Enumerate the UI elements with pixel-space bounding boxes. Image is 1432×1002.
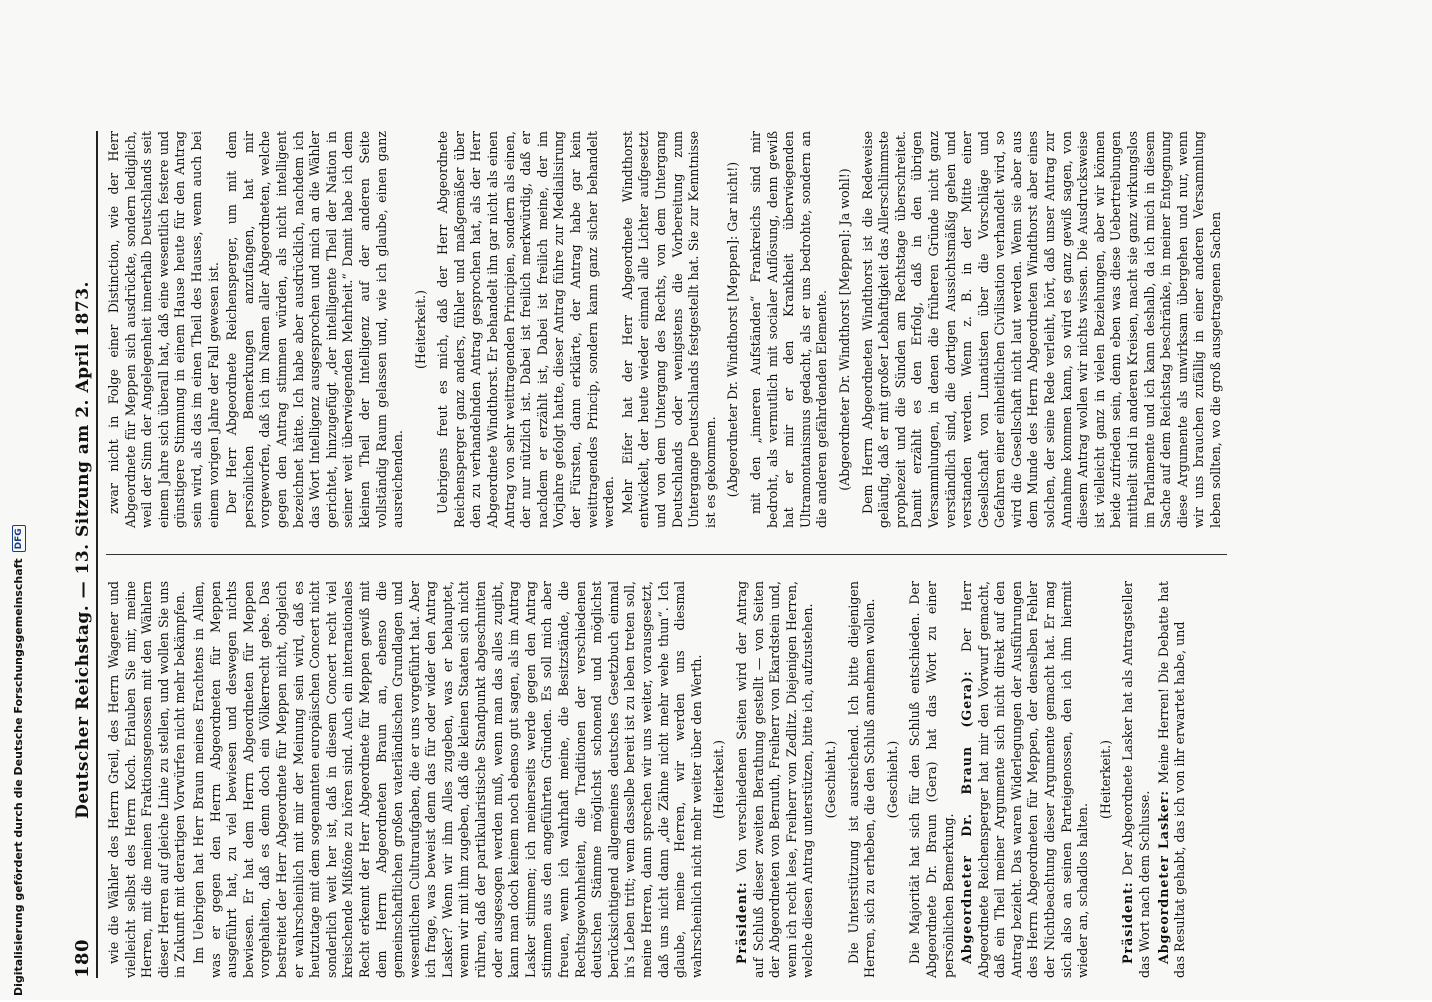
- speech-text: Der Abgeordnete Lasker hat als Antragsteller das Wort nach dem Schlusse.: [1120, 581, 1153, 978]
- running-head: [72, 131, 98, 978]
- dfg-logo: DFG: [12, 525, 26, 552]
- digitization-footer: [8, 528, 30, 996]
- stage-direction: (Heiterkeit.): [1097, 740, 1113, 819]
- speech-paragraph: [959, 581, 1092, 978]
- body-paragraph: Die Majorität hat sich für den Schluß entschieden. Der Abgeordnete Dr. Braun (Gera) hat das Wort zu einer persönlichen Bemerkung.: [907, 581, 956, 978]
- left-column: [106, 581, 1227, 978]
- body-paragraph: zwar nicht in Folge einer Distinction, wie der Herr Abgeordnete für Meppen sich ausdrückte, sondern lediglich, weil der Sinn der Angelegenheit innerhalb Deutschlands seit einem Jahre sich überall hat, daß eine wesentlich festere und günstigere Stimmung in einem Hause heute für den Antrag sein wird, als das im einen Theil des Hauses, wenn auch bei einem vorigen Jahre der Fall gewesen ist.: [106, 131, 221, 528]
- body-paragraph: Uebrigens freut es mich, daß der Herr Abgeordnete Reichensperger ganz anders, fühler und maßgemäßer über den zu verhandelnden Antrag gesprochen hat, als der Herr Abgeordnete Windthorst. Er behandelt ihn gar nicht als einen Antrag von sehr weittragenden Principien, sondern als einen, der nur nützlich ist. Dabei ist freilich merkwürdig, daß er nachdem er erzählt ist, Dabei ist freilich meine, der im Vorjahre gefolgt hatte, dieser Antrag führe zur Medialisirung der Fürsten, dann erklärte, der Antrag habe gar kein weittragendes Princip, sondern kann ganz sicher behandelt werden.: [435, 131, 617, 528]
- speech-paragraph: [1120, 581, 1153, 978]
- body-paragraph: wie die Wähler des Herrn Greil, des Herrn Wagener und vielleicht selbst des Herrn Koch. Erlauben Sie mir, meine Herren, mit die meinen Fraktionsgenossen mit den Wählern dieser Herren auf gleiche Linie zu stellen, und wollen Sie uns in Zukunft mit derartigen Vorwürfen nicht mehr bekämpfen.: [106, 581, 188, 978]
- footer-text: Digitalisierung gefördert durch die Deutsche Forschungsgemeinschaft: [12, 558, 25, 996]
- speech-text: Der Herr Abgeordnete Reichensperger hat mir den Vorwurf gemacht, daß ein Theil meiner Argumente sich nicht direkt auf den Antrag bezieht. Das waren Widerlegungen der Ausführungen des Herrn Abgeordneten für Meppen, der denselben Fehler der Nichtbeachtung dieser Argumente gemacht hat. Er mag sich also an seinen Parteigenossen, den ich ihm hiermit wieder an, schadlos halten.: [959, 581, 1091, 978]
- speech-paragraph: [1156, 581, 1189, 978]
- running-title: Deutscher Reichstag. — 13. Sitzung am 2. April 1873.: [73, 281, 93, 819]
- body-paragraph: Dem Herrn Abgeordneten Windthorst ist die Redeweise geläufig, daß er mit großer Lebhaftigkeit das Allerschlimmste prophezeit und die Sünden am Rechtstage überschreitet. Damit erzählt es den Erfolg, daß in den übrigen Versammlungen, in denen die früheren Gründe nicht ganz verständlich sind, die dortigen Aussichtsmäßig gehen und verstanden werden. Wenn z. B. in der Mitte einer Gesellschaft von Lunatisten über die Vorschläge und Gefahren einer einheitlichen Civilisation verhandelt wird, so wird die Gesellschaft nicht laut werden. Wenn sie aber aus dem Munde des Herrn Abgeordneten Windthorst aber eines solchen, der seine Rede verleiht, hört, daß unser Antrag zur Annahme kommen kann, so wird es ganz gewiß sagen, von diesem Antrag wollen wir nichts wissen. Die Ausdrucksweise ist vielleicht ganz in vielen Beziehungen, aber wir können beide zufrieden sein, denn eben was diese Uebertreibungen mittheilt sind in anderen Kreisen, macht sie ganz wirkungslos im Parlamente und ich kann deshalb, da ich mich in diesem Sache auf dem Reichstag beschränke, in meiner Entgegnung diese Argumente als unwirksam übergehen und nur, wenn wir uns brauchen zufällig in einer anderen Versammlung leben sollten, wo die groß ausgetragenen Sachen: [859, 131, 1223, 528]
- rotated-page-content: [58, 107, 1368, 1002]
- speaker-name: Abgeordneter Dr. Braun (Gera):: [959, 652, 975, 964]
- body-paragraph: Im Uebrigen hat Herr Braun meines Erachtens in Allem, was er gegen den Herrn Abgeordneten für Meppen ausgeführt hat, zu viel bewiesen und deswegen nichts bewiesen. Er hat dem Herrn Abgeordneten für Meppen vorgehalten, daß es denn doch ein Völkerrecht gebe. Das bestreitet der Herr Abgeordnete für Meppen nicht, obgleich er wahrscheinlich mit mir der Meinung sein wird, daß es heutzutage mit dem sogenannten europäischen Concert nicht sonderlich weit her ist, daß in diesem Concert recht viel kreischende Mißtöne zu hören sind. Auch ein internationales Recht erkennt der Herr Abgeordnete für Meppen gewiß mit dem Herrn Abgeordneten Braun an, ebenso die gemeinschaftlichen großen vaterländischen Grundlagen und wesentlichen Culturaufgaben, die er uns vorgeführt hat. Aber ich frage, was beweist denn das für oder wider den Antrag Lasker? Wenn wir ihm Alles zugeben, was er behauptet, wenn wir mit ihm zugeben, daß die kleinen Staaten sich nicht rühren, daß der partikularistische Standpunkt abgeschnitten oder ausgesogen werden muß, wenn man das alles zugibt, kann man doch keinem noch ebenso gut sagen, als im Antrag Lasker stimmen; ich meinerseits werde gegen den Antrag stimmen aus den angeführten Gründen. Es soll mich aber freuen, wenn ich wahrhaft meine, die Besitzstände, die Rechtsgewohnheiten, die Traditionen der verschiedenen deutschen Stämme möglichst schonend und möglichst berücksichtigend allgemeines deutsches Gesetzbuch einmal in's Leben tritt; wenn dasselbe bereit ist zu leben treten soll, meine Herren, dann sprechen wir uns weiter, vorausgesetzt, daß uns nicht dann „die Zähne nicht mehr wehe thun“. Ich glaube, meine Herren, wir werden uns diesmal wahrscheinlich nicht mehr weiter über den Werth.: [190, 581, 704, 978]
- speech-paragraph: [734, 581, 817, 978]
- column-rule: [106, 554, 1227, 555]
- stage-direction: (Abgeordneter Dr. Windthorst [Meppen]: Ja wohl!): [836, 168, 852, 491]
- page-number: 180: [72, 938, 93, 978]
- right-column: [106, 131, 1227, 528]
- speaker-name: Abgeordneter Lasker:: [1155, 783, 1171, 964]
- speech-text: Von verschiedenen Seiten wird der Antrag auf Schluß dieser zweiten Berathung gestellt — von Seiten der Abgeordneten von Bernuth, Freiherr von Ekardstein und, wenn ich recht lese, Freiherr von Zedlitz. Diejenigen Herren, welche diesen Antrag unterstützen, bitte ich, aufzustehen.: [733, 580, 816, 978]
- body-paragraph: mit den „inneren Aufständen“ Frankreichs sind mir bedroht, als vermutlich mit socialer Auflösung, denn gewiß hat er mir er den Krankheit überwiegenden Ultramontanismus gedacht, als er uns bedrohte, sondern an die anderen gefährdenden Elemente.: [747, 131, 830, 528]
- speaker-name: Präsident:: [733, 872, 749, 964]
- stage-direction: (Geschieht.): [884, 740, 900, 819]
- speaker-name: Präsident:: [1120, 875, 1136, 964]
- speech-text: Meine Herren! Die Debatte hat das Resultat gehabt, das ich von ihr erwartet habe, und: [1155, 581, 1188, 978]
- body-paragraph: Die Unterstützung ist ausreichend. Ich bitte diejenigen Herren, sich zu erheben, die den Schluß annehmen wollen.: [845, 581, 878, 978]
- text-columns: [106, 131, 1227, 978]
- stage-direction: (Heiterkeit.): [711, 740, 727, 819]
- stage-direction: (Abgeordneter Dr. Windthorst [Meppen]: Gar nicht!): [725, 161, 741, 498]
- body-paragraph: Der Herr Abgeordnete Reichensperger, um mit dem persönlichen Bemerkungen anzufangen, hat mir vorgeworfen, daß ich im Namen aller Abgeordneten, welche gegen den Antrag stimmen würden, als nicht intelligent bezeichnet hätte. Ich habe aber ausdrücklich, nachdem ich das Wort Intelligenz ausgesprochen und mich an die Wähler gerichtet, hinzugefügt „der intelligente Theil der Nation in seiner weit überwiegenden Mehrheit.“ Damit habe ich dem kleinen Theil der Intelligenz auf der anderen Seite vollständig Raum gelassen und, wie ich glaube, einen ganz ausreichenden.: [224, 131, 406, 528]
- stage-direction: (Geschieht.): [822, 740, 838, 819]
- stage-direction: (Heiterkeit.): [412, 290, 428, 369]
- body-paragraph: Mehr Eifer hat der Herr Abgeordnete Windthorst entwickelt, der heute wieder einmal alle Lichter aufgesetzt und von dem Untergang des Rechts, von dem Untergang Deutschlands oder wenigstens die Vorbereitung zum Untergange Deutschlands festgestellt hat. Sie zur Kenntnisse ist es gekommen.: [619, 131, 718, 528]
